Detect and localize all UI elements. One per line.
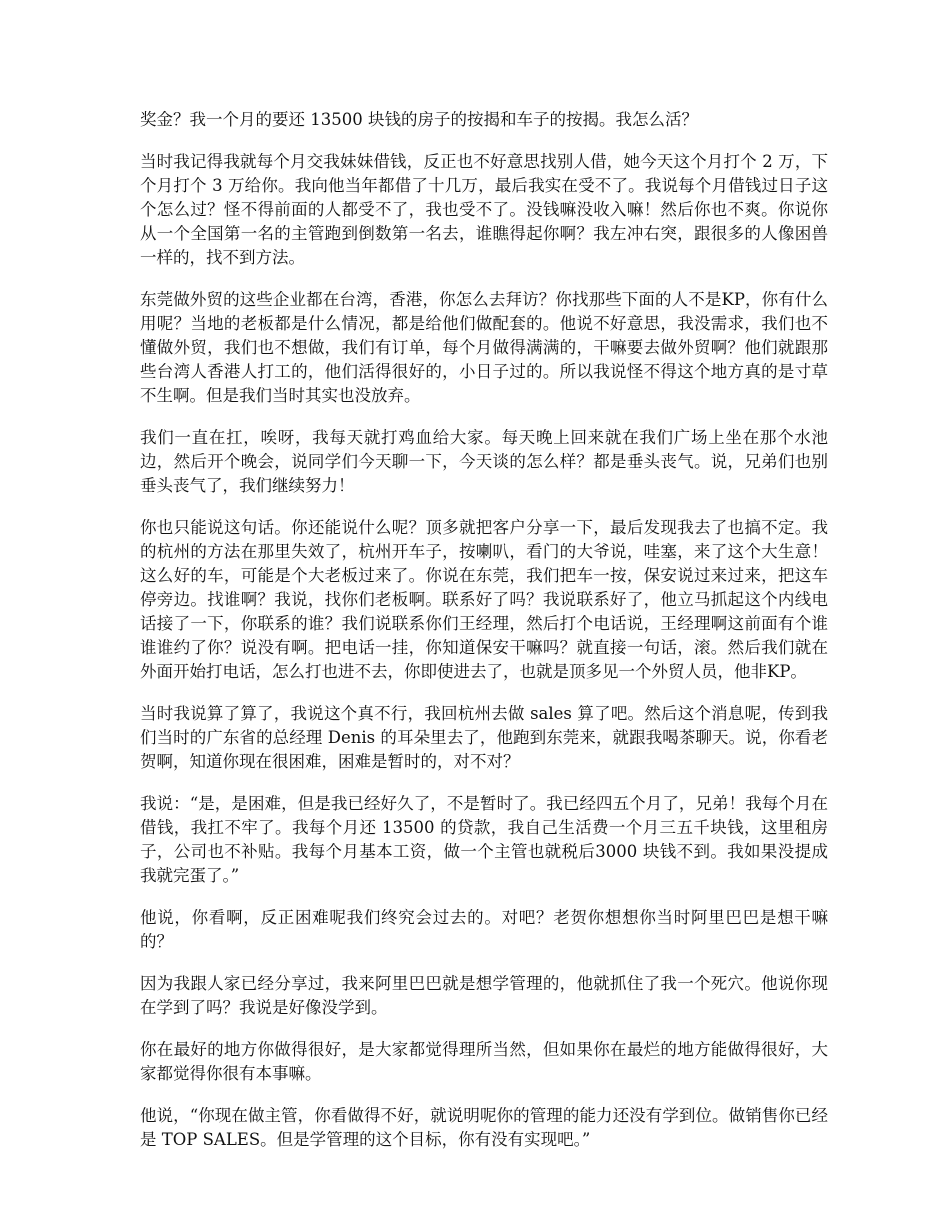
paragraph-7: 我说：“是，是困难，但是我已经好久了，不是暂时了。我已经四五个月了，兄弟！我每个月在借钱，我扛不牢了。我每个月还 13500 的贷款，我自己生活费一个月三五千块钱，这里租房子，公司也不补贴。我每个月基本工资，做一个主管也就税后3000 块钱不到。我如果没提成我就完蛋了。” bbox=[140, 794, 828, 885]
paragraph-2: 当时我记得我就每个月交我妹妹借钱，反正也不好意思找别人借，她今天这个月打个 2 万，下个月打个 3 万给你。我向他当年都借了十几万，最后我实在受不了。我说每个月借钱过日子这个怎么过？怪不得前面的人都受不了，我也受不了。没钱嘛没收入嘛！然后你也不爽。你说你从一个全国第一名的主管跑到倒数第一名去，谁瞧得起你啊？我左冲右突，跟很多的人像困兽一样的，找不到方法。 bbox=[140, 152, 828, 267]
paragraph-8: 他说，你看啊，反正困难呢我们终究会过去的。对吧？老贺你想想你当时阿里巴巴是想干嘛的？ bbox=[140, 908, 828, 951]
paragraph-1: 奖金？我一个月的要还 13500 块钱的房子的按揭和车子的按揭。我怎么活？ bbox=[140, 110, 698, 129]
paragraph-3: 东莞做外贸的这些企业都在台湾，香港，你怎么去拜访？你找那些下面的人不是KP，你有什么用呢？当地的老板都是什么情况，都是给他们做配套的。他说不好意思，我没需求，我们也不懂做外贸，我们也不想做，我们有订单，每个月做得满满的，干嘛要去做外贸啊？他们就跟那些台湾人香港人打工的，他们活得很好的，小日子过的。所以我说怪不得这个地方真的是寸草不生啊。但是我们当时其实也没放弃。 bbox=[140, 290, 828, 405]
paragraph-4: 我们一直在扛，唉呀，我每天就打鸡血给大家。每天晚上回来就在我们广场上坐在那个水池边，然后开个晚会，说同学们今天聊一下，今天谈的怎么样？都是垂头丧气。说，兄弟们也别垂头丧气了，我们继续努力！ bbox=[140, 428, 828, 495]
paragraph-5: 你也只能说这句话。你还能说什么呢？顶多就把客户分享一下，最后发现我去了也搞不定。我的杭州的方法在那里失效了，杭州开车子，按喇叭，看门的大爷说，哇塞，来了这个大生意！这么好的车，可能是个大老板过来了。你说在东莞，我们把车一按，保安说过来过来，把这车停旁边。找谁啊？我说，找你们老板啊。联系好了吗？我说联系好了，他立马抓起这个内线电话接了一下，你联系的谁？我们说联系你们王经理，然后打个电话说，王经理啊这前面有个谁谁谁约了你？说没有啊。把电话一挂，你知道保安干嘛吗？就直接一句话，滚。然后我们就在外面开始打电话，怎么打也进不去，你即使进去了，也就是顶多见一个外贸人员，他非KP。 bbox=[140, 518, 828, 681]
document-body bbox=[140, 108, 828, 1170]
paragraph-9: 因为我跟人家已经分享过，我来阿里巴巴就是想学管理的，他就抓住了我一个死穴。他说你现在学到了吗？我说是好像没学到。 bbox=[140, 974, 828, 1017]
paragraph-11: 他说，“你现在做主管，你看做得不好，就说明呢你的管理的能力还没有学到位。做销售你已经是 TOP SALES。但是学管理的这个目标，你有没有实现吧。” bbox=[140, 1106, 828, 1149]
paragraph-10: 你在最好的地方你做得很好，是大家都觉得理所当然，但如果你在最烂的地方能做得很好，大家都觉得你很有本事嘛。 bbox=[140, 1040, 828, 1083]
paragraph-6: 当时我说算了算了，我说这个真不行，我回杭州去做 sales 算了吧。然后这个消息呢，传到我们当时的广东省的总经理 Denis 的耳朵里去了，他跑到东莞来，就跟我喝茶聊天。说，你看老贺啊，知道你现在很困难，困难是暂时的，对不对？ bbox=[140, 704, 828, 771]
